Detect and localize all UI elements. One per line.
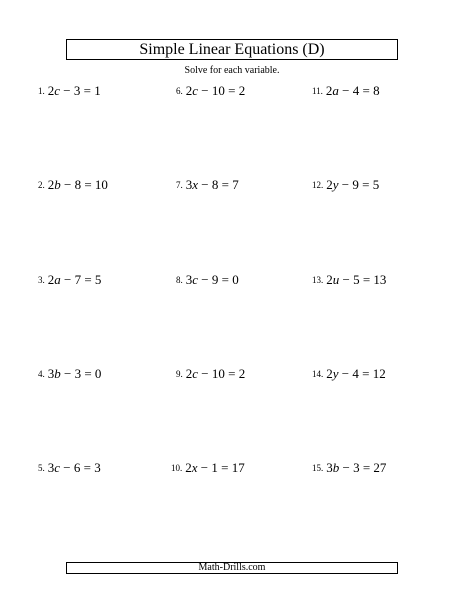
- problem-item: [312, 460, 386, 476]
- problem-item: [312, 83, 380, 99]
- problem-number: 4.: [38, 369, 45, 379]
- problem-number: 13.: [312, 275, 324, 285]
- problem-item: [312, 272, 386, 288]
- problem-number: 7.: [176, 180, 183, 190]
- problem-equation: 2b − 8 = 10: [47, 177, 108, 192]
- problem-item: [38, 177, 108, 193]
- problem-item: [176, 366, 245, 382]
- problem-item: [176, 177, 239, 193]
- problem-number: 5.: [38, 463, 45, 473]
- problem-equation: 2x − 1 = 17: [185, 460, 245, 475]
- problem-item: [312, 366, 386, 382]
- problem-equation: 2a − 4 = 8: [325, 83, 380, 98]
- problem-number: 1.: [38, 86, 45, 96]
- problem-item: [38, 460, 101, 476]
- problem-equation: 3c − 6 = 3: [47, 460, 101, 475]
- problem-number: 3.: [38, 275, 45, 285]
- problem-equation: 2y − 4 = 12: [326, 366, 386, 381]
- problem-number: 15.: [312, 463, 324, 473]
- problem-equation: 2u − 5 = 13: [326, 272, 387, 287]
- problem-equation: 2y − 9 = 5: [326, 177, 380, 192]
- problem-item: [171, 460, 245, 476]
- problem-number: 9.: [176, 369, 183, 379]
- problem-number: 10.: [171, 463, 183, 473]
- instructions: Solve for each variable.: [184, 65, 280, 76]
- problem-equation: 3c − 9 = 0: [185, 272, 239, 287]
- problem-item: [176, 83, 245, 99]
- problem-equation: 3x − 8 = 7: [185, 177, 239, 192]
- problem-item: [38, 272, 101, 288]
- problem-number: 6.: [176, 86, 183, 96]
- problem-equation: 3b − 3 = 27: [326, 460, 387, 475]
- problem-item: [38, 366, 101, 382]
- problem-equation: 3b − 3 = 0: [47, 366, 102, 381]
- problem-equation: 2c − 10 = 2: [185, 83, 246, 98]
- problem-number: 8.: [176, 275, 183, 285]
- problem-equation: 2a − 7 = 5: [47, 272, 102, 287]
- problem-number: 14.: [312, 369, 324, 379]
- footer-site-name: Math-Drills.com: [66, 562, 398, 574]
- problem-number: 12.: [312, 180, 324, 190]
- problem-item: [38, 83, 101, 99]
- problem-item: [176, 272, 239, 288]
- problem-equation: 2c − 10 = 2: [185, 366, 246, 381]
- problem-item: [312, 177, 379, 193]
- worksheet-title: Simple Linear Equations (D): [66, 39, 398, 60]
- problem-equation: 2c − 3 = 1: [47, 83, 101, 98]
- problem-number: 2.: [38, 180, 45, 190]
- problem-number: 11.: [312, 86, 323, 96]
